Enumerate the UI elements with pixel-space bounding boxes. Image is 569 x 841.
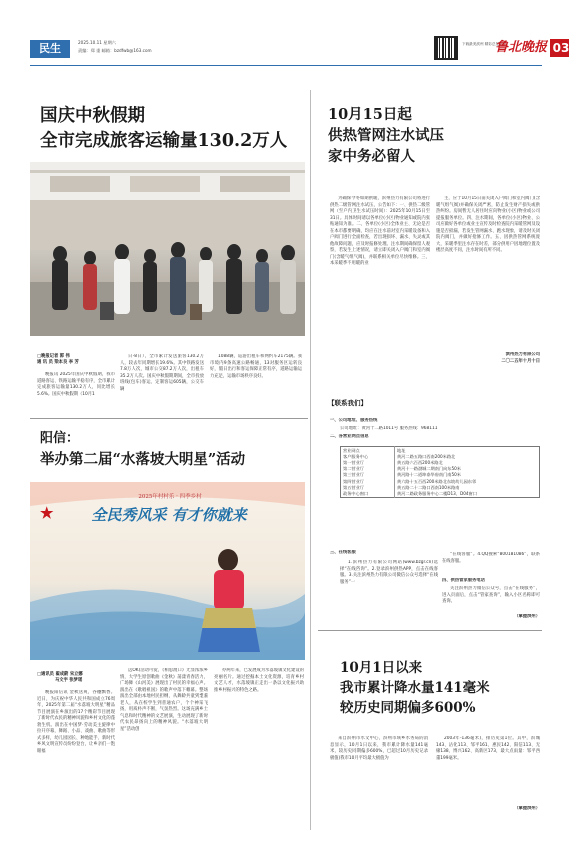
outlet-address: 黄六路十五百西200米路北东坡幼儿园东邻	[397, 478, 477, 484]
outlet-name: 政务中心窗口	[341, 490, 395, 497]
section-3-col-1: 1.滨州热力有限公司网站(www.bzgr.cn)选择“在线咨询”。2.登录滨州供热APP，点击在线客服。3.关注滨州热力有限公司微信公众号选择“在线服务”一	[340, 560, 438, 585]
app-promo: 下载最美滨州 精彩总是陪伴	[462, 42, 507, 46]
paper-logo: 鲁北晚报	[495, 40, 548, 55]
byline-line-2: 通 讯 员 梁本良 李 芳	[37, 360, 79, 366]
section-3-col-2: “在线客服”。4.QQ搜索“800181086”，联系在线客服。	[442, 552, 540, 564]
body-col-1: 为确保今冬如期供暖，滨州热力有限公司将进行供热二级管网注水试压，公告如下：一、供热二级管网（至户内卫生水试压时间）：2025年10月15日至31日。具体时间请以各单位(小区)物业通知或院内张贴通知为准。二、各单位(小区)全体业主、无论是否在本市都要明确，均应在注水前对室内采暖设备和入户阀门进行全面检查，若出现损坏、漏水、失灵或其他故障问题，应及时报修处理。注水期间确保留人观察，若发生上述情况，请立即关闭入户阀门和室内阀门(含暖气组气阀)，并联系相关单位尽快维修。三、本采暖季不用暖的业	[330, 196, 430, 266]
headline-line-1: 国庆中秋假期	[40, 106, 145, 126]
section-1-line: 公司地址：黄河十二路1011号 服务热线：968111	[340, 426, 438, 431]
headline-line-1: 10月15日起	[328, 106, 412, 123]
outlet-address: 黄五路二十二路口西南100米路南	[397, 484, 460, 490]
headline-line-3: 较历史同期偏多600%	[340, 700, 476, 716]
body-col-1: 来自滨州市水文中心，滨州市域乡水务局的消息显示，10月1日以来，我市累计降水量141毫米，较历史同期偏多600%，已超过10月历史记录极值(我市10月平均最大极值为	[330, 736, 428, 761]
body-col-3: 1088辆，巡游出租车和网约车2175辆。我市境内9条高速公路畅通，13对服务区运转良好，假日出行和客运保障正常有序，道路运输运力充足，运输市场秩序良好。	[210, 354, 302, 379]
station-photo	[30, 162, 305, 336]
kicker: 阳信：	[40, 431, 80, 446]
section-1-heading: 一、公司地址、服务热线	[330, 418, 378, 423]
signature	[436, 352, 540, 365]
rainfall-byline: （掌握滨州）	[514, 806, 540, 811]
byline	[37, 354, 107, 367]
table-head-outlet: 营业网点	[341, 447, 395, 454]
body-col-2: 日-8日），全市累计发送旅客130.2万人，较去年同期增长19.6%。其中铁路发送7.8万人次，城市公交87.2万人次，出租车35.2万人次。国庆中秋假期期间，全市投放班线(包车)客运、定制客运605辆，公交车辆	[120, 354, 204, 392]
signature-date: 二〇二五年十月十日	[501, 358, 540, 364]
headline-line-3: 家中务必留人	[328, 148, 415, 165]
headline: 举办第二届“水落坡大明星”活动	[40, 451, 246, 468]
headline-line-1: 10月1日以来	[340, 660, 423, 676]
headline-line-2: 我市累计降水量141毫米	[340, 680, 490, 696]
contacts-byline: （掌握滨州）	[514, 614, 540, 619]
body-col-1: 晚报阳信讯 金秋送爽，谷穗飘香。近日，为庆祝中华人民共和国成立76周年，2025年第二届“水落坡大明星”精品节目展演在乡演出的17个精彩节目展现了新时代农民的精神风貌和乡村文化的蓬勃生机。演出在中国梦·劳动美主旋律中拉开序幕，舞蹈、小品、戏曲、歌曲等形式多样，幼儿园园长、种地能手、新时代乡风文明宣传员纷纷登台，让乡亲们一饱眼福	[37, 690, 115, 754]
station-photo-illustration	[30, 162, 305, 336]
outlet-name: 第一营业厅	[341, 459, 395, 465]
masthead	[30, 34, 569, 64]
section-3-heading: 三、在线客服	[330, 550, 356, 555]
contacts-title: 【联系我们】	[328, 399, 367, 407]
outlet-address: 黄河十一路渤城二期南门向东50米	[397, 466, 461, 472]
byline-line-1: □晚报记者 郭 伟	[37, 354, 70, 359]
banner-slogan: 全民秀风采 有才你就来	[91, 506, 247, 524]
outlet-name: 客户服务中心	[341, 453, 395, 459]
byline	[37, 672, 117, 685]
divider-a1	[30, 418, 308, 419]
signature-company: 滨州热力有限公司	[505, 352, 540, 357]
headline	[340, 658, 540, 718]
body-col-2: 2003年-136毫米)，排历史第1位。其中，滨城143、沾化113、邹平161、惠民142、阳信113、无棣138、博兴162、高新区173，最大点雨量：邹平西董199毫米。	[436, 736, 540, 761]
body-col-3: 办两年来，已发展成为水落坡镇文化建设的亮丽名片。通过挖掘本土文化资源，培育乡村文艺人才，水落坡镇正走出一条以文化振兴助推乡村振兴的特色之路。	[214, 668, 304, 693]
outlet-address: 黄河二路五路口西南200米路北	[397, 453, 456, 459]
headline-line-2: 全市完成旅客运输量130.2万人	[40, 131, 288, 151]
qr-code-icon	[434, 36, 458, 60]
section-4-heading: 四、供热管家服务电话	[442, 578, 485, 583]
stage-photo	[30, 482, 305, 660]
outlet-address: 黄河路十二道坤泰华府南门南50米	[397, 472, 461, 478]
outlet-name: 第五营业厅	[341, 484, 395, 490]
body-col-2: 主，应于10月15日前关闭入户阀门和室内阀门(含暖气组气阀)并确保关闭严密，防止发生财产损失或供热纠纷。房间暂无人居住时应向物业(小区)物业或公司提报服务单位。四、注水期间，各单位(小区)物业、公司应做好各单位或业主宣传及时检查院内采暖管网及设施是否损漏，若发生管网漏水、跑水现象，请及时关闭院内阀门，并做好抢修工作。五、因供热管网系统庞大，采暖季里注水存在时差，部分供用户因地理位置及楼层高度不同，注水时间有所不同。	[436, 196, 540, 253]
section-label: 民生	[30, 40, 70, 58]
outlet-name: 第二营业厅	[341, 466, 395, 472]
outlet-address: 黄五路六百西200米路北	[397, 459, 443, 465]
outlet-table	[340, 446, 540, 498]
headline	[40, 104, 305, 154]
table-header	[341, 447, 540, 454]
divider-a3	[318, 630, 542, 631]
table-row	[341, 490, 540, 497]
outlet-name: 第三营业厅	[341, 472, 395, 478]
page-number: 03	[550, 39, 569, 57]
outlet-name: 第四营业厅	[341, 478, 395, 484]
banner-text: 2025年村村乐 · 四季乡村	[138, 494, 202, 500]
body-col-1: 晚报讯 2025年国庆中秋假期，我市道路客运、铁路运输平稳有序，全市累计完成旅客运输量130.2万人，同比增长5.6%。国庆中秋假期（10月1	[37, 372, 115, 397]
issue-date: 2025.10.11 星期六	[78, 40, 116, 45]
body-col-2: 远OK)活动可爱，《相思渡口》尤显浓浓乡情，大学生原创歌曲《金秋》荡漾青春活力，广场舞《山河美》展现出了村民的幸福心声。演出在《歌唱祖国》的歌声中落下帷幕。整场演出全部由本地村民担纲，从舞龄共童到耄耋老人，从在校学生到普通农户，个个神采飞扬，用质朴声不断，气氛热烈。这场充满乡土气息和时代精神的文艺展演，生动展现了新时代农民昂扬向上的精神风貌。“水落坡大明星”活动创	[120, 668, 208, 732]
byline-line-2: 马文宇 张梦瑶	[55, 678, 83, 684]
headline-line-2: 供热管网注水试压	[328, 127, 444, 144]
byline-line-1: □通讯员 翟成蔚 宋立娜	[37, 672, 83, 677]
editor-line: 责编：郑 重 邮箱：bzdfwb@163.com	[78, 48, 152, 53]
masthead-rule	[30, 65, 542, 66]
svg-text:★: ★	[40, 505, 54, 522]
column-divider	[310, 90, 311, 830]
table-head-address: 地址	[397, 447, 406, 453]
section-2-heading: 二、各营业网点信息	[330, 434, 369, 439]
headline	[328, 104, 538, 167]
outlet-address: 黄河二路政务服务中心二楼D13、D04窗口	[397, 490, 477, 496]
section-4-text: 关注滨州热力微信公众号，点击“在线服务”，进入页面后，点击“管家查询”，输入小区名称即可查询。	[442, 586, 540, 604]
